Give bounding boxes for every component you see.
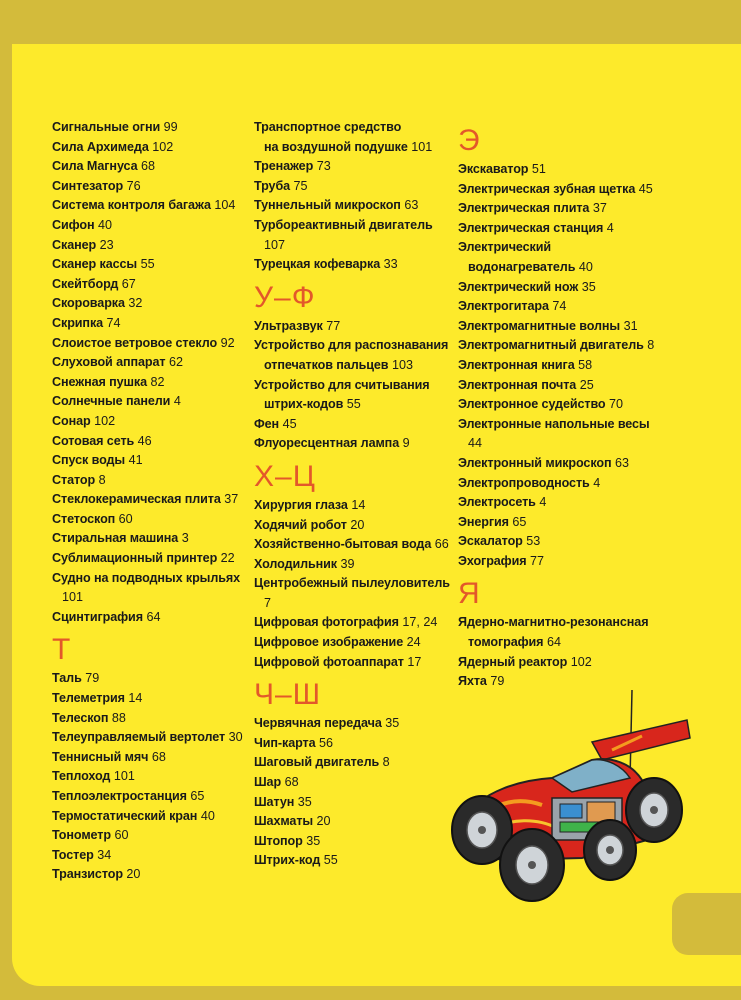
index-entry: [52, 118, 242, 138]
entry-term: Слуховой аппарат: [52, 355, 166, 370]
entry-page-number: 20: [350, 517, 365, 532]
entry-page-number: 62: [168, 355, 183, 370]
entry-page-number: 39: [340, 556, 355, 571]
index-entry: [52, 669, 242, 689]
entry-page-number: 20: [316, 814, 331, 829]
entry-term: Телескоп: [52, 710, 109, 725]
entry-page-number: 22: [220, 551, 235, 566]
entry-term: Фен: [254, 416, 280, 431]
entry-term: Электрическая станция: [458, 220, 604, 235]
index-entry: [52, 138, 242, 158]
entry-term: штрих-кодов: [264, 397, 344, 412]
entry-page-number: 102: [152, 139, 174, 154]
index-entry: [52, 373, 242, 393]
entry-term: Эскалатор: [458, 534, 523, 549]
entry-term: Шатун: [254, 794, 295, 809]
index-entry: [52, 392, 242, 412]
rc-car-illustration: [442, 680, 692, 910]
entry-page-number: 35: [297, 794, 312, 809]
index-entry: [254, 812, 450, 832]
index-column-3: [458, 118, 658, 692]
entry-page-number: 56: [319, 735, 334, 750]
index-entry: [52, 451, 242, 471]
index-entry: [254, 356, 450, 376]
entry-page-number: 73: [316, 159, 331, 174]
entry-term: Солнечные панели: [52, 394, 171, 409]
index-entry: [254, 434, 450, 454]
index-entry: [254, 555, 450, 575]
entry-term: Сцинтиграфия: [52, 609, 143, 624]
index-entry: [254, 118, 450, 138]
entry-page-number: 41: [128, 453, 143, 468]
entry-term: Чип-карта: [254, 735, 316, 750]
entry-page-number: 92: [220, 335, 235, 350]
index-entry: [254, 196, 450, 216]
entry-term: Телеметрия: [52, 691, 125, 706]
index-entry: [52, 157, 242, 177]
index-entry: [52, 432, 242, 452]
index-entry: [254, 395, 450, 415]
entry-term: Скороварка: [52, 296, 125, 311]
index-entry: [254, 415, 450, 435]
entry-page-number: 8: [382, 755, 390, 770]
index-entry: [52, 826, 242, 846]
index-entry: [254, 516, 450, 536]
index-entry: [458, 434, 658, 454]
entry-term: Электрическая зубная щетка: [458, 181, 636, 196]
entry-term: Стиральная машина: [52, 531, 179, 546]
entry-term: Электронный микроскоп: [458, 455, 612, 470]
entry-term: Холодильник: [254, 556, 338, 571]
entry-term: Червячная передача: [254, 716, 382, 731]
entry-term: Термостатический кран: [52, 808, 198, 823]
entry-page-number: 76: [126, 178, 141, 193]
entry-page-number: 107: [264, 237, 286, 252]
entry-page-number: 31: [623, 318, 638, 333]
entry-term: Турецкая кофеварка: [254, 257, 381, 272]
entry-page-number: 17: [407, 654, 422, 669]
entry-term: Электронные напольные весы: [458, 416, 650, 431]
entry-term: Шар: [254, 775, 282, 790]
entry-term: Электронная книга: [458, 357, 575, 372]
entry-page-number: 4: [173, 394, 181, 409]
entry-term: Сигнальные огни: [52, 120, 161, 134]
entry-page-number: 79: [490, 674, 505, 689]
index-entry: [458, 376, 658, 396]
entry-page-number: 64: [546, 635, 561, 650]
entry-term: Электрогитара: [458, 299, 549, 314]
index-entry: [254, 496, 450, 516]
entry-term: Шаговый двигатель: [254, 755, 380, 770]
entry-term: Транспортное средство: [254, 120, 402, 134]
entry-page-number: 4: [606, 220, 614, 235]
entry-term: Система контроля багажа: [52, 198, 211, 213]
entry-page-number: 4: [593, 475, 601, 490]
entry-page-number: 53: [526, 534, 541, 549]
index-entry: [52, 728, 242, 748]
entry-page-number: 58: [578, 357, 593, 372]
index-entry: [458, 552, 658, 572]
entry-term: Устройство для распознавания: [254, 338, 449, 353]
entry-page-number: 35: [306, 833, 321, 848]
entry-page-number: 103: [391, 357, 413, 372]
entry-term: Ультразвук: [254, 318, 323, 333]
entry-page-number: 104: [214, 198, 236, 213]
entry-term: Тонометр: [52, 828, 111, 843]
entry-term: Сотовая сеть: [52, 433, 135, 448]
entry-term: Хозяйственно-бытовая вода: [254, 537, 432, 552]
index-entry: [254, 236, 450, 256]
index-entry: [254, 336, 450, 356]
index-entry: [458, 356, 658, 376]
entry-page-number: 68: [284, 775, 299, 790]
entry-page-number: 74: [106, 315, 121, 330]
index-entry: [458, 395, 658, 415]
index-entry: [458, 317, 658, 337]
entry-page-number: 37: [224, 492, 239, 507]
entry-term: Стетоскоп: [52, 511, 116, 526]
entry-term: Электромагнитный двигатель: [458, 338, 644, 353]
entry-term: Таль: [52, 671, 82, 686]
index-entry: [52, 412, 242, 432]
entry-page-number: 45: [282, 416, 297, 431]
entry-term: Сканер: [52, 237, 97, 252]
index-entry: [52, 865, 242, 885]
entry-page-number: 55: [140, 257, 155, 272]
index-entry: [254, 633, 450, 653]
entry-page-number: 79: [85, 671, 100, 686]
section-letter: У–Ф: [254, 280, 316, 314]
entry-page-number: 101: [113, 769, 135, 784]
entry-page-number: 77: [326, 318, 341, 333]
index-entry: [254, 653, 450, 673]
entry-term: Электрический: [458, 240, 552, 255]
index-entry: [458, 613, 658, 633]
index-entry: [52, 767, 242, 787]
entry-page-number: 4: [539, 495, 547, 510]
entry-page-number: 77: [530, 553, 545, 568]
index-column-2: [254, 118, 450, 871]
index-entry: [254, 574, 450, 594]
entry-term: Цифровое изображение: [254, 635, 404, 650]
entry-page-number: 25: [579, 377, 594, 392]
entry-page-number: 74: [552, 299, 567, 314]
entry-page-number: 60: [114, 828, 129, 843]
entry-page-number: 17, 24: [402, 615, 438, 630]
entry-term: Снежная пушка: [52, 374, 148, 389]
entry-term: Телеуправляемый вертолет: [52, 730, 226, 745]
index-entry: [52, 510, 242, 530]
entry-term: Яхта: [458, 674, 487, 689]
entry-term: Скрипка: [52, 315, 104, 330]
index-entry: [458, 238, 658, 258]
entry-page-number: 66: [434, 537, 449, 552]
entry-page-number: 30: [228, 730, 243, 745]
index-entry: [254, 535, 450, 555]
index-entry: [254, 376, 450, 396]
entry-term: Сонар: [52, 413, 91, 428]
index-entry: [52, 608, 242, 628]
entry-term: водонагреватель: [468, 259, 576, 274]
entry-term: Электрическая плита: [458, 201, 590, 216]
index-entry: [254, 851, 450, 871]
entry-term: Штопор: [254, 833, 303, 848]
index-entry: [52, 709, 242, 729]
entry-term: Стеклокерамическая плита: [52, 492, 221, 507]
entry-page-number: 7: [264, 595, 272, 610]
index-column-1: [52, 118, 242, 885]
entry-page-number: 34: [97, 847, 112, 862]
index-entry: [52, 588, 242, 608]
index-entry: [458, 532, 658, 552]
entry-term: Тренажер: [254, 159, 314, 174]
entry-term: Статор: [52, 472, 96, 487]
index-entry: [254, 216, 450, 236]
index-entry: [52, 471, 242, 491]
index-entry: [254, 613, 450, 633]
entry-term: Слоистое ветровое стекло: [52, 335, 218, 350]
index-entry: [52, 216, 242, 236]
entry-term: Устройство для считывания: [254, 377, 430, 392]
entry-page-number: 9: [402, 436, 410, 451]
entry-page-number: 3: [181, 531, 189, 546]
section-letter: Ч–Ш: [254, 678, 322, 712]
entry-term: Экскаватор: [458, 162, 529, 176]
entry-page-number: 46: [137, 433, 152, 448]
entry-term: Спуск воды: [52, 453, 126, 468]
entry-page-number: 68: [151, 749, 166, 764]
index-entry: [52, 807, 242, 827]
entry-term: Электрический нож: [458, 279, 579, 294]
index-entry: [52, 787, 242, 807]
entry-term: Теплоэлектростанция: [52, 789, 187, 803]
entry-term: Тостер: [52, 847, 94, 862]
index-entry: [254, 753, 450, 773]
entry-page-number: 99: [163, 120, 178, 134]
entry-page-number: 67: [121, 276, 136, 291]
entry-term: Ядерно-магнитно-резонансная: [458, 615, 649, 630]
entry-term: Сублимационный принтер: [52, 551, 218, 566]
entry-term: Электронное судейство: [458, 397, 606, 412]
entry-term: Энергия: [458, 514, 509, 529]
index-entry: [458, 297, 658, 317]
index-entry: [458, 199, 658, 219]
entry-term: на воздушной подушке: [264, 139, 408, 154]
entry-page-number: 102: [570, 654, 592, 669]
entry-term: Сила Архимеда: [52, 139, 149, 154]
index-entry: [254, 594, 450, 614]
entry-term: Туннельный микроскоп: [254, 198, 401, 213]
index-entry: [458, 653, 658, 673]
entry-page-number: 40: [578, 259, 593, 274]
entry-page-number: 8: [98, 472, 106, 487]
index-entry: [254, 255, 450, 275]
entry-page-number: 55: [346, 397, 361, 412]
index-entry: [52, 275, 242, 295]
entry-page-number: 102: [94, 413, 116, 428]
index-entry: [52, 529, 242, 549]
entry-term: Флуоресцентная лампа: [254, 436, 400, 451]
section-letter: Х–Ц: [254, 459, 316, 493]
index-entry: [52, 255, 242, 275]
entry-term: Труба: [254, 178, 291, 193]
entry-term: Шахматы: [254, 814, 314, 829]
index-entry: [254, 157, 450, 177]
entry-page-number: 75: [293, 178, 308, 193]
entry-term: Эхография: [458, 553, 527, 568]
entry-term: Турбореактивный двигатель: [254, 217, 433, 232]
entry-term: Сканер кассы: [52, 257, 138, 272]
entry-term: Ходячий робот: [254, 517, 347, 532]
entry-page-number: 24: [406, 635, 421, 650]
entry-page-number: 14: [351, 497, 366, 512]
index-entry: [458, 180, 658, 200]
index-entry: [52, 334, 242, 354]
entry-page-number: 20: [126, 867, 141, 882]
index-entry: [254, 714, 450, 734]
entry-page-number: 68: [141, 159, 156, 174]
index-entry: [254, 138, 450, 158]
index-entry: [458, 454, 658, 474]
entry-page-number: 45: [638, 181, 653, 196]
index-entry: [458, 493, 658, 513]
entry-page-number: 51: [531, 162, 546, 176]
entry-page-number: 63: [404, 198, 419, 213]
entry-term: Цифровой фотоаппарат: [254, 654, 404, 669]
index-entry: [52, 314, 242, 334]
entry-page-number: 70: [609, 397, 624, 412]
entry-term: Транзистор: [52, 867, 123, 882]
entry-page-number: 101: [411, 139, 433, 154]
index-entry: [254, 177, 450, 197]
index-entry: [52, 490, 242, 510]
entry-page-number: 32: [128, 296, 143, 311]
entry-term: Скейтборд: [52, 276, 119, 291]
entry-term: Сифон: [52, 217, 95, 232]
index-entry: [52, 846, 242, 866]
entry-term: Сила Магнуса: [52, 159, 138, 174]
entry-page-number: 44: [468, 436, 483, 451]
entry-term: Ядерный реактор: [458, 654, 568, 669]
entry-term: Теннисный мяч: [52, 749, 149, 764]
entry-page-number: 35: [385, 716, 400, 731]
entry-page-number: 33: [383, 257, 398, 272]
index-entry: [458, 513, 658, 533]
entry-term: отпечатков пальцев: [264, 357, 389, 372]
entry-page-number: 88: [111, 710, 126, 725]
entry-page-number: 60: [118, 511, 133, 526]
entry-term: Штрих-код: [254, 853, 321, 868]
entry-page-number: 82: [150, 374, 165, 389]
index-entry: [52, 177, 242, 197]
entry-term: Электронная почта: [458, 377, 577, 392]
index-entry: [458, 278, 658, 298]
index-entry: [52, 294, 242, 314]
entry-term: Судно на подводных крыльях: [52, 570, 241, 585]
index-entry: [52, 236, 242, 256]
entry-page-number: 8: [647, 338, 655, 353]
index-entry: [52, 353, 242, 373]
entry-term: Электромагнитные волны: [458, 318, 621, 333]
index-entry: [52, 549, 242, 569]
section-letter: Т: [52, 633, 72, 667]
index-entry: [254, 317, 450, 337]
index-entry: [254, 773, 450, 793]
entry-page-number: 65: [512, 514, 527, 529]
index-entry: [458, 633, 658, 653]
index-entry: [458, 415, 658, 435]
entry-term: Теплоход: [52, 769, 111, 784]
entry-term: Синтезатор: [52, 178, 124, 193]
entry-page-number: 64: [146, 609, 161, 624]
entry-page-number: 14: [128, 691, 143, 706]
entry-term: Хирургия глаза: [254, 497, 348, 512]
entry-page-number: 37: [592, 201, 607, 216]
section-letter: Э: [458, 124, 481, 157]
entry-page-number: 101: [62, 590, 84, 605]
index-entry: [458, 336, 658, 356]
index-entry: [52, 748, 242, 768]
index-entry: [458, 160, 658, 180]
index-entry: [52, 689, 242, 709]
index-entry: [254, 832, 450, 852]
index-entry: [458, 219, 658, 239]
index-entry: [52, 569, 242, 589]
entry-page-number: 65: [190, 789, 205, 803]
index-entry: [254, 734, 450, 754]
section-letter: Я: [458, 577, 481, 611]
index-entry: [458, 258, 658, 278]
index-entry: [52, 196, 242, 216]
entry-term: томография: [468, 635, 544, 650]
entry-term: Центробежный пылеуловитель: [254, 576, 450, 591]
entry-term: Цифровая фотография: [254, 615, 399, 630]
entry-term: Электропроводность: [458, 475, 590, 490]
entry-page-number: 23: [99, 237, 114, 252]
entry-page-number: 40: [98, 217, 113, 232]
index-entry: [254, 793, 450, 813]
entry-page-number: 55: [323, 853, 338, 868]
entry-page-number: 35: [581, 279, 596, 294]
entry-page-number: 63: [614, 455, 629, 470]
index-entry: [458, 474, 658, 494]
entry-term: Электросеть: [458, 495, 536, 510]
entry-page-number: 40: [200, 808, 215, 823]
